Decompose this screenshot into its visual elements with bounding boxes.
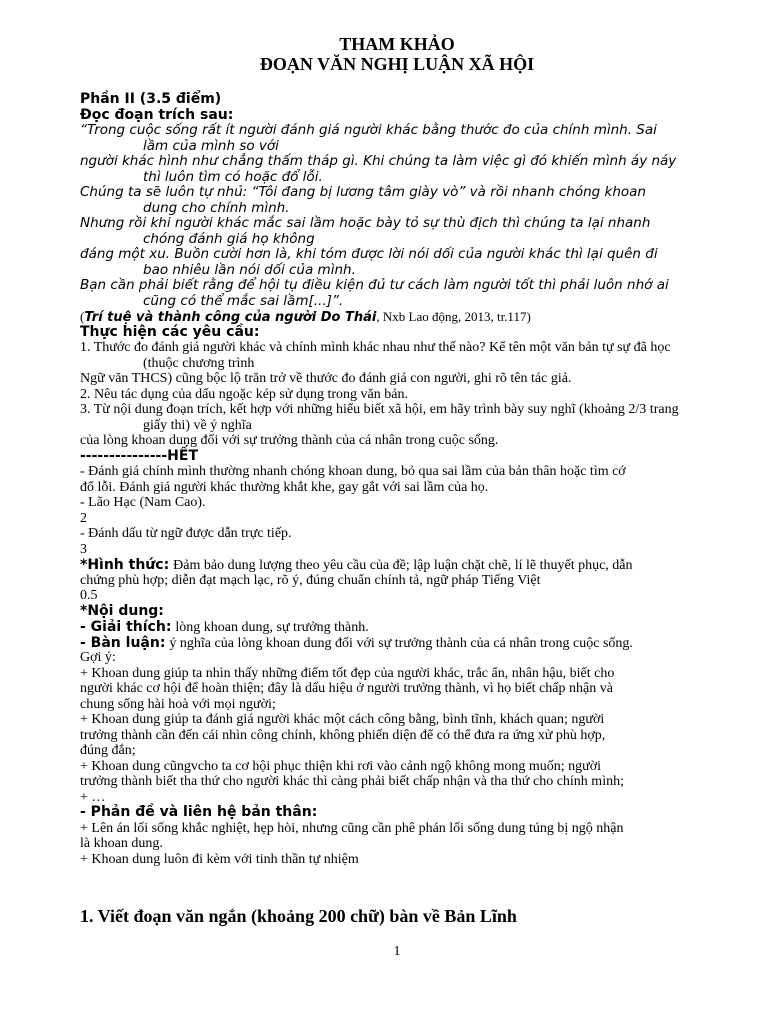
hint-line: + Khoan dung cũngvcho ta cơ hội phục thiện khi rơi vào cảnh ngộ không mong muốn; người — [80, 758, 602, 774]
task-line: 2. Nêu tác dụng của dấu ngoặc kép sử dụng trong văn bản. — [80, 386, 408, 402]
excerpt-line: đáng một xu. Buồn cười hơn là, khi tóm được lời nói dối của người khác thì lại quên đi — [80, 246, 658, 262]
form-criteria — [80, 557, 750, 573]
excerpt — [80, 123, 750, 325]
excerpt-line: dung cho chính mình. — [143, 199, 290, 216]
excerpt-line: thì luôn tìm có hoặc đổ lỗi. — [143, 168, 323, 185]
task-line: giấy thi) về ý nghĩa — [143, 417, 252, 433]
counter-line: + Lên án lối sống khắc nghiệt, hẹp hòi, nhưng cũng cần phê phán lối sống dung túng bị ngộ nhận — [80, 820, 624, 836]
hint-line: trưởng thành biết tha thứ cho người khác thì càng phải biết chấp nhận và tha thứ cho chính mình; — [80, 774, 624, 789]
task-line: 3. Từ nội dung đoạn trích, kết hợp với những hiểu biết xã hội, em hãy trình bày suy nghĩ (khoảng 2/3 trang — [80, 402, 679, 417]
end-marker: ---------------HẾT — [80, 447, 198, 464]
citation-open: ( — [80, 309, 85, 324]
task-line: của lòng khoan dung đối với sự trưởng thành của cá nhân trong cuộc sống. — [80, 433, 499, 448]
hint-line: + Khoan dung giúp ta đánh giá người khác một cách công bằng, bình tĩnh, khách quan; người — [80, 712, 605, 727]
hint-line: chung sống hài hoà với mọi người; — [80, 696, 276, 712]
hint-line: đúng đắn; — [80, 743, 136, 758]
hint-line: người khác cơ hội để hoàn thiện; đây là dấu hiệu ở người trưởng thành, vì họ biết chấp nhận và — [80, 681, 613, 696]
task-line: Ngữ văn THCS) cũng bộc lộ trăn trở về thước đo đánh giá con người, ghi rõ tên tác giả. — [80, 371, 572, 386]
answer-line: - Đánh dấu từ ngữ được dẫn trực tiếp. — [80, 526, 292, 541]
discuss-criteria — [80, 635, 750, 651]
subtitle-line: ĐOẠN VĂN NGHỊ LUẬN XÃ HỘI — [259, 54, 535, 74]
discuss-label: - Bàn luận: — [80, 634, 166, 651]
form-label: *Hình thức: — [80, 557, 170, 573]
next-task-heading: 1. Viết đoạn văn ngắn (khoảng 200 chữ) bàn về Bản Lĩnh — [80, 906, 517, 926]
answer-number: 2 — [80, 510, 87, 526]
form-text: Đảm bảo dung lượng theo yêu cầu của đề; lập luận chặt chẽ, lí lẽ thuyết phục, dẫn — [173, 558, 633, 573]
excerpt-citation — [80, 309, 750, 325]
discuss-text: ý nghĩa của lòng khoan dung đối với sự trưởng thành của cá nhân trong cuộc sống. — [169, 635, 633, 651]
title-line: THAM KHẢO — [339, 34, 455, 54]
reading-prompt: Đọc đoạn trích sau: — [80, 106, 234, 123]
excerpt-line: bao nhiêu lần nói dối của mình. — [143, 261, 356, 278]
citation-source: Trí tuệ và thành công của người Do Thái — [84, 310, 377, 325]
answer-line: - Lão Hạc (Nam Cao). — [80, 495, 206, 510]
excerpt-line: chóng đánh giá họ không — [143, 230, 315, 247]
tasks — [80, 325, 750, 449]
excerpt-line: người khác hình như chẳng thấm tháp gì. Khi chúng ta làm việc gì đó khiến mình áy náy — [80, 153, 677, 169]
explain-label: - Giải thích: — [80, 619, 172, 635]
tasks-heading: Thực hiện các yêu cầu: — [80, 323, 260, 340]
excerpt-line: “Trong cuộc sống rất ít người đánh giá người khác bằng thước đo của chính mình. Sai — [80, 122, 657, 138]
hint-line: + Khoan dung giúp ta nhìn thấy những điểm tốt đẹp của người khác, trắc ẩn, nhân hậu, biết cho — [80, 665, 615, 681]
counter-line: + Khoan dung luôn đi kèm với tinh thần tự nhiệm — [80, 851, 359, 867]
page-number: 1 — [393, 944, 401, 959]
hint-line: + … — [80, 789, 106, 805]
explain-text: lòng khoan dung, sự trưởng thành. — [175, 620, 369, 635]
answers — [80, 464, 750, 867]
document-title — [80, 34, 714, 74]
excerpt-line: Chúng ta sẽ luôn tự nhủ: “Tôi đang bị lương tâm giày vò” và rồi nhanh chóng khoan — [80, 184, 646, 200]
hint-label: Gợi ý: — [80, 650, 116, 665]
document-body — [80, 92, 750, 867]
content-label: *Nội dung: — [80, 602, 164, 619]
counter-label: - Phản đề và liên hệ bản thân: — [80, 804, 318, 820]
excerpt-line: Bạn cần phải biết rằng để hội tụ điều kiện đủ tư cách làm người tốt thì phải luôn nhớ ai — [80, 277, 669, 293]
explain-criteria — [80, 619, 750, 635]
excerpt-line: lầm của mình so với — [143, 137, 279, 154]
hint-line: trưởng thành cần đến cái nhìn công chính, không phiến diện để có thể đưa ra ứng xử phù hợp, — [80, 727, 606, 743]
form-score: 0.5 — [80, 588, 98, 603]
answer-line: đổ lỗi. Đánh giá người khác thường khắt khe, gay gắt với sai lầm của họ. — [80, 479, 489, 495]
form-continuation: chứng phù hợp; diễn đạt mạch lạc, rõ ý, đúng chuẩn chính tả, ngữ pháp Tiếng Việt — [80, 572, 541, 588]
answer-line: - Đánh giá chính mình thường nhanh chóng khoan dung, bỏ qua sai lầm của bản thân hoặc tìm cớ — [80, 464, 626, 479]
counter-line: là khoan dung. — [80, 836, 163, 851]
task-line: (thuộc chương trình — [143, 355, 255, 371]
citation-details: , Nxb Lao động, 2013, tr.117) — [376, 309, 531, 324]
answer-number: 3 — [80, 541, 87, 557]
task-line: 1. Thước đo đánh giá người khác và chính mình khác nhau như thế nào? Kể tên một văn bản tự sự đã học — [80, 340, 671, 355]
excerpt-line: cũng có thể mắc sai lầm[...]”. — [143, 292, 344, 309]
part-heading: Phần II (3.5 điểm) — [80, 91, 222, 107]
excerpt-line: Nhưng rồi khi người khác mắc sai lầm hoặc bày tỏ sự thù địch thì chúng ta lại nhanh — [80, 215, 651, 231]
